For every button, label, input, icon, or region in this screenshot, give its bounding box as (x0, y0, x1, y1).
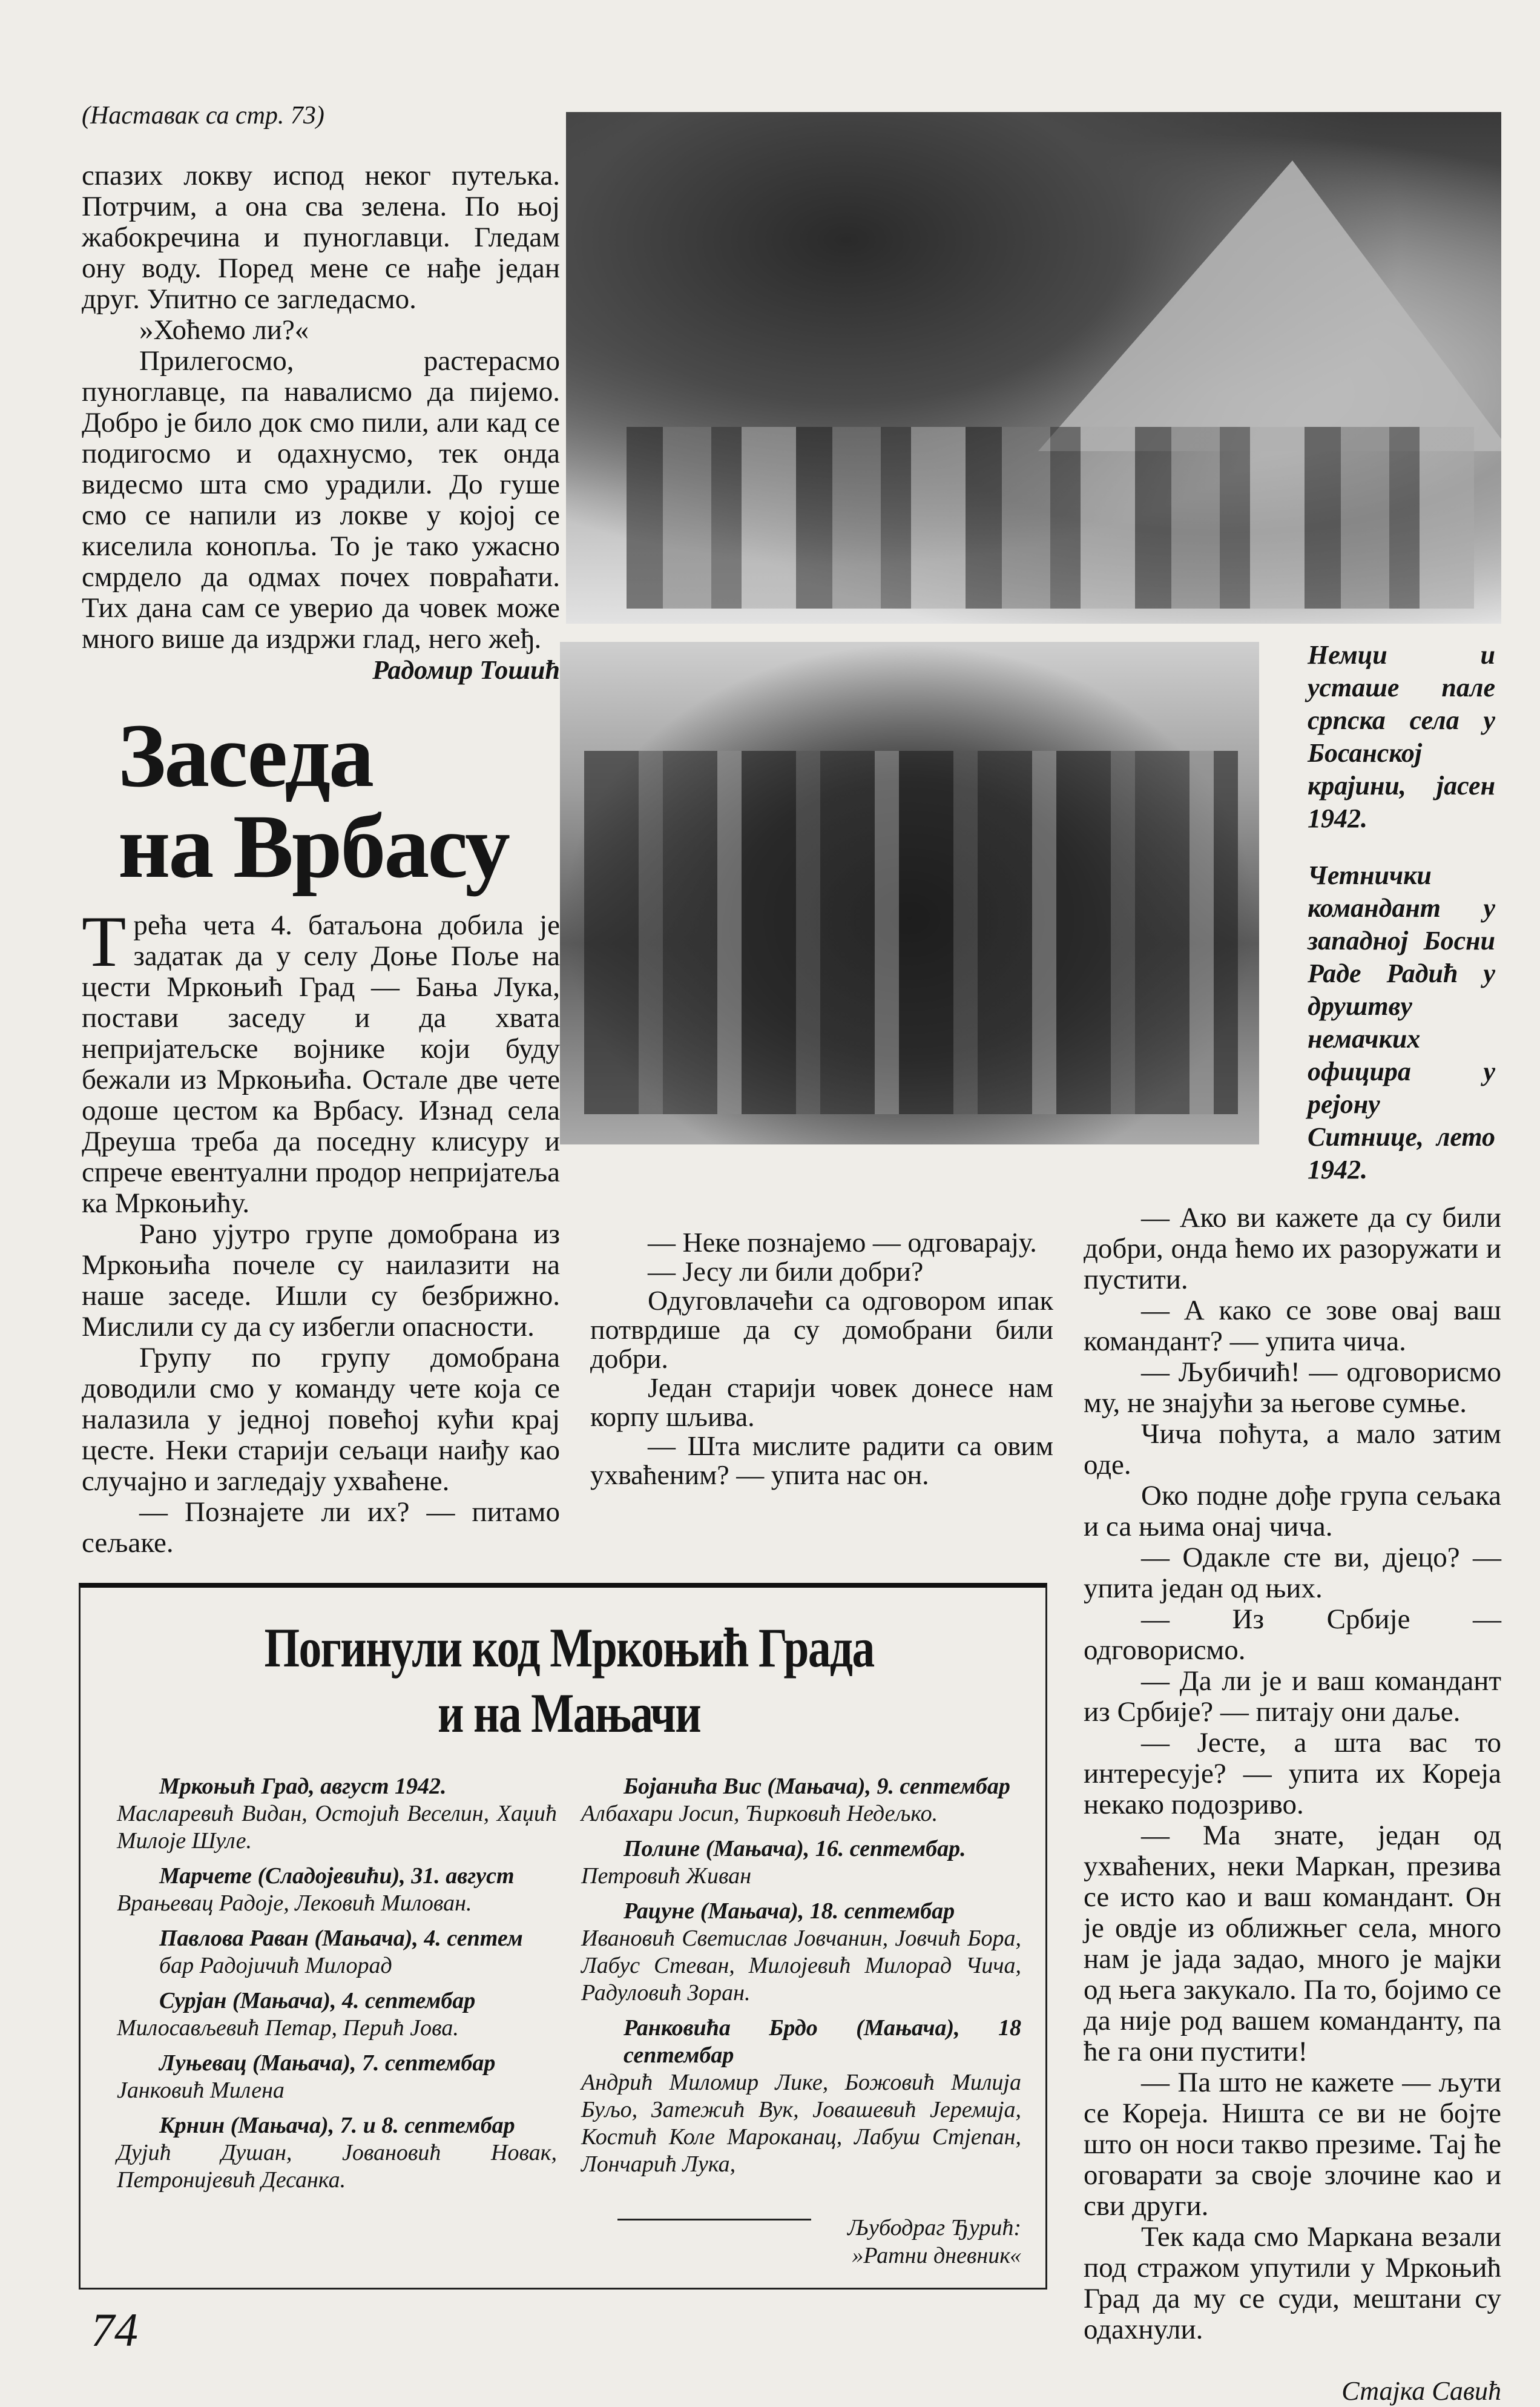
list-item: Ранковића Брдо (Мањача), 18 септембар Андрић Миломир Лике, Божовић Милија Буљо, Затежић Вук, Јовашевић Јеремија, Костић Коле Мароканац, Лабуш Стјепан, Лончарић Лука, (581, 2015, 1021, 2177)
casualties-list-left (117, 1773, 557, 2202)
casualties-box (79, 1583, 1047, 2290)
drop-cap: Т (82, 901, 127, 982)
source-citation: Љубодраг Ђурић: »Ратни дневник« (847, 2215, 1021, 2268)
paragraph: — Јесте, а шта вас то интересује? — упита их Кореја некако подозриво. (1084, 1727, 1501, 1820)
left-page-area (79, 100, 1053, 2356)
divider (617, 2219, 811, 2220)
list-item: Павлова Раван (Мањача), 4. септем бар Радојичић Милорад (159, 1926, 523, 1978)
list-item: Марчете (Сладојевићи), 31. август Врањевац Радоје, Лековић Милован. (117, 1863, 515, 1916)
title-line: и на Мањачи (437, 1682, 701, 1744)
paragraph: Тек када смо Маркана везали под стражом упутили у Мркоњић Град да му се суди, мештани су одахнули. (1084, 2221, 1501, 2345)
list-item: Луњевац (Мањача), 7. септембар Јанковић Милена (117, 2050, 496, 2103)
paragraph: Рано ујутро групе домобрана из Мркоњића почеле су наилазити на наше заседе. Ишли су безбрижно. Мислили су да су избегли опасности. (82, 1218, 560, 1342)
article-title (118, 705, 560, 897)
paragraph: — Ма знате, један од ухваћених, неки Маркан, презива се исто као и ваш командант. Он је овдје из оближњег села, много нам је јада задао, много је мајки од њега закукало. Па то, бојимо се да није род вашем команданту, па ће га они пустити! (1084, 1820, 1501, 2067)
photo-caption: Четнички командант у западној Босни Раде Радић у друштву немачких официра у рејону Ситнице, лето 1942. (1308, 860, 1495, 1184)
paragraph: — Одакле сте ви, дјецо? — упита један од њих. (1084, 1542, 1501, 1604)
list-item: Полине (Мањача), 16. септембар. Петровић Живан (581, 1836, 966, 1889)
article-lower-row (79, 901, 1053, 1559)
paragraph: Чича поћута, а мало затим оде. (1084, 1418, 1501, 1481)
list-item: Рацуне (Мањача), 18. септембар Ивановић Светислав Јовчанин, Јовчић Бора, Лабус Стеван, Милојевић Милорад Чича, Радуловић Зоран. (581, 1898, 1021, 2006)
title-line: на Врбасу (118, 796, 508, 897)
article-column-3 (1084, 1203, 1501, 2345)
list-item: Бојанића Вис (Мањача), 9. септембар Албахари Јосип, Ћирковић Недељко. (581, 1774, 1010, 1826)
paragraph: — Познајете ли их? — питамо сељаке. (82, 1496, 560, 1559)
photo-caption: Немци и усташе пале српска села у Босанској крајини, јасен 1942. (1308, 640, 1495, 833)
paragraph: — Јесу ли били добри? (648, 1256, 924, 1287)
paragraph: — Шта мислите радити са овим ухваћеним? — упита нас он. (590, 1430, 1053, 1490)
paragraph: Један старији човек донесе нам корпу шљива. (590, 1372, 1053, 1432)
paragraph: Одуговлачећи са одговором ипак потврдише да су домобрани били добри. (590, 1285, 1053, 1374)
page-number: 74 (91, 2303, 138, 2356)
paragraph: »Хоћемо ли?« (139, 314, 309, 346)
intro-story (82, 160, 560, 655)
paragraph: Групу по групу домобрана доводили смо у команду чете која се налазила у једној повећој кући крај цесте. Неки старији сељаци наиђу као случајно и загледају ухваћене. (82, 1342, 560, 1497)
paragraph: — А како се зове овај ваш командант? — упита чича. (1084, 1295, 1501, 1357)
paragraph: Прилегосмо, растерасмо пуноглавце, па навалисмо да пијемо. Добро је било док смо пили, али кад се подигосмо и одахнусмо, тек онда видесмо шта смо урадили. До гуше смо се напили из локве у којој се киселила конопља. То је тако ужасно смрдело да одмах почех повраћати. Тих дана сам се уверио да човек може много више да издржи глад, него жеђ. (82, 345, 560, 655)
list-item: Мркоњић Град, август 1942. Масларевић Видан, Остојић Веселин, Хаџић Милоје Шуле. (117, 1774, 557, 1854)
casualties-lists (117, 1773, 1021, 2202)
title-line: Заседа (118, 705, 373, 806)
list-item: Крнин (Мањача), 7. и 8. септембар Дујић Душан, Јовановић Новак, Петронијевић Десанка. (117, 2113, 557, 2193)
paragraph: спазих локву испод неког путељка. Потрчим, а она сва зелена. По њој жабокречина и пуноглавци. Гледам ону воду. Поред мене се нађе један друг. Упитно се загледасмо. (82, 160, 560, 315)
article-column-2 (590, 910, 1053, 1490)
paragraph: — Љубичић! — одговорисмо му, не знајући за његове сумње. (1084, 1356, 1501, 1419)
paragraph: — Да ли је и ваш командант из Србије? — питају они даље. (1084, 1665, 1501, 1728)
paragraph: рећа чета 4. батаљона добила је задатак да у селу Доње Поље на цести Мркоњић Град — Бања Лука, постави заседу и да хвата непријатељске војнике који буду бежали из Мркоњића. Остале две чете одоше цестом ка Врбасу. Изнад села Дреуша треба да поседну клисуру и спрече евентуални продор непријатеља ка Мркоњићу. (82, 910, 560, 1219)
paragraph: — Па што не кажете — љути се Кореја. Ништа се ви не бојте што он носи такво презиме. Тај ће оговарати за своје злочине као и сви други. (1084, 2067, 1501, 2222)
paragraph: Око подне дође група сељака и са њима онај чича. (1084, 1480, 1501, 1542)
continuation-note: (Наставак са стр. 73) (82, 102, 324, 130)
title-line: Погинули код Мркоњић Града (264, 1617, 874, 1679)
article-author: Стајка Савић (1341, 2376, 1501, 2406)
left-column (79, 100, 560, 910)
intro-author: Радомир Тошић (372, 655, 560, 685)
paragraph: — Неке познајемо — одговарају. (648, 1227, 1037, 1258)
list-item: Сурјан (Мањача), 4. септембар Милосављевић Петар, Перић Јова. (117, 1988, 476, 2041)
casualties-list-right (581, 1773, 1021, 2202)
photo-captions (1308, 639, 1495, 1186)
box-footer (117, 2202, 1021, 2270)
box-title (117, 1615, 1021, 1746)
paragraph: — Из Србије — одговорисмо. (1084, 1603, 1501, 1666)
article-column-1 (82, 901, 560, 1559)
paragraph: — Ако ви кажете да су били добри, онда ћемо их разоружати и пустити. (1084, 1202, 1501, 1295)
right-page-area (1084, 639, 1501, 2407)
